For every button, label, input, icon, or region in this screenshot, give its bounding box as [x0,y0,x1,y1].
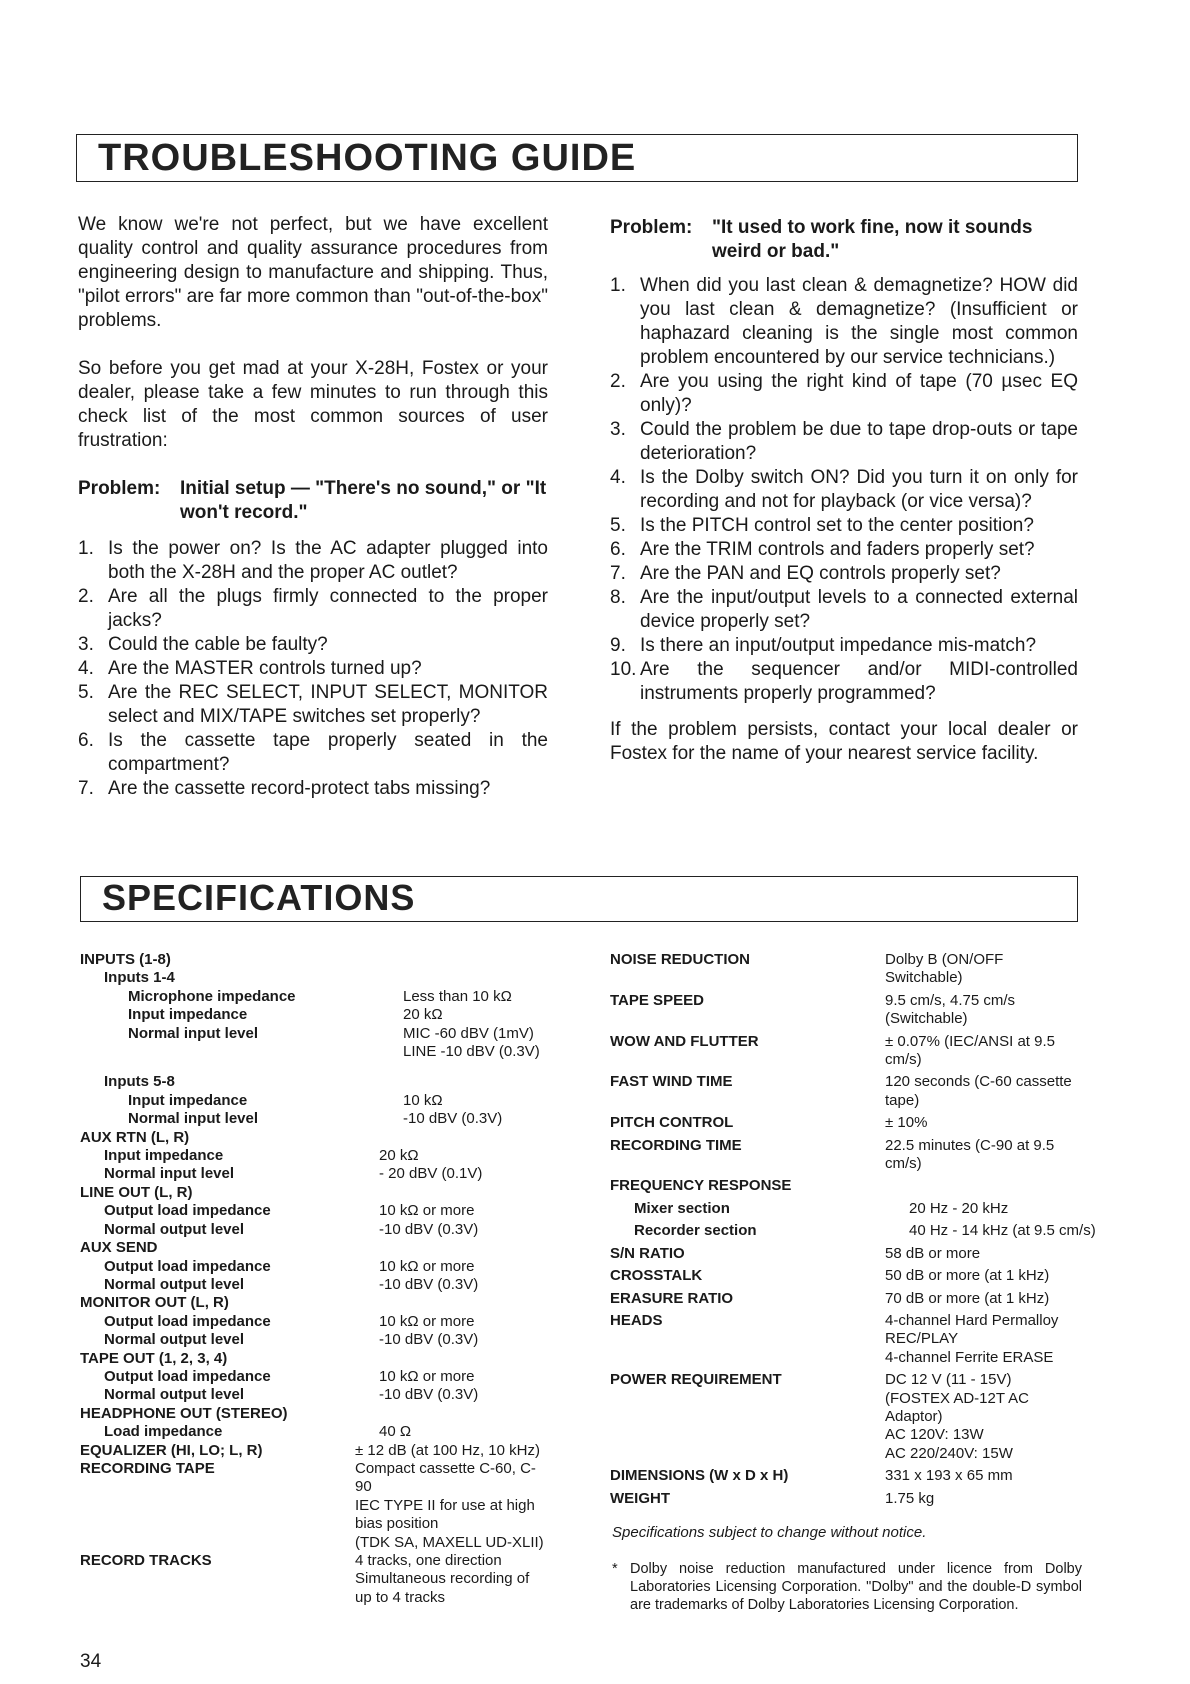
spec-value: 40 Ω [379,1423,412,1441]
spec-row [80,1368,560,1386]
specs-notes [612,1524,1082,1614]
list-item-text: Could the cable be faulty? [108,634,328,655]
list-item [78,585,548,633]
spec-row [80,1184,560,1202]
spec-label: Normal input level [128,1110,259,1128]
spec-row [80,1276,560,1294]
page-number: 34 [80,1651,102,1672]
spec-label: LINE OUT (L, R) [80,1183,193,1201]
specs-notice: Specifications subject to change without notice. [612,1524,927,1541]
spec-label: ERASURE RATIO [610,1289,734,1307]
spec-row [610,1200,1080,1218]
list-item [610,514,1078,538]
specs-right-table [610,951,1096,1512]
list-item-text: Are all the plugs firmly connected to the proper jacks? [108,586,548,631]
spec-row [610,1137,1080,1174]
list-item [610,538,1078,562]
specs-left-table [80,951,560,1607]
spec-value: 331 x 193 x 65 mm [885,1467,1013,1485]
spec-value: Less than 10 kΩ [403,987,512,1005]
list-item-text: Are the REC SELECT, INPUT SELECT, MONITOR select and MIX/TAPE switches set properly? [108,682,548,727]
spec-value: 20 kΩ [403,1006,443,1024]
spec-label: Normal output level [104,1331,245,1349]
spec-row [80,1258,560,1276]
spec-row [610,1290,1080,1308]
spec-label: NOISE REDUCTION [610,951,751,968]
spec-value: 58 dB or more [885,1244,981,1262]
spec-label: TAPE SPEED [610,991,704,1009]
footnote-text: Dolby noise reduction manufactured under licence from Dolby Laboratories Licensing Corporation. "Dolby" and the double-D symbol are trademarks of Dolby Laboratories Licensing Corporation. [630,1561,1082,1614]
spec-label: RECORD TRACKS [80,1552,212,1569]
spec-row [80,1221,560,1239]
spec-label: WOW AND FLUTTER [610,1032,759,1050]
spec-label: WEIGHT [610,1489,670,1507]
spec-label: AUX RTN (L, R) [80,1128,190,1146]
problem-1-list [78,537,548,801]
spec-row [610,1245,1080,1263]
list-item-text: Is the cassette tape properly seated in the compartment? [108,730,548,775]
list-item-number: 5. [78,682,94,703]
spec-row [80,1386,560,1404]
footnote-star: * [612,1561,618,1578]
spec-label: Input impedance [104,1147,224,1165]
list-item-number: 8. [610,587,626,608]
spec-label: RECORDING TAPE [80,1459,215,1477]
list-item [610,586,1078,634]
list-item-number: 9. [610,635,626,656]
spec-value: - 20 dBV (0.1V) [379,1165,483,1183]
list-item-text: Are the cassette record-protect tabs missing? [108,778,491,799]
spec-row [610,1312,1080,1367]
list-item [78,729,548,777]
list-item-text: Are the input/output levels to a connected external device properly set? [640,587,1078,632]
problem-1-title: Initial setup — "There's no sound," or "It won't record." [180,478,547,523]
spec-value: 50 dB or more (at 1 kHz) [885,1267,1050,1285]
spec-value: 120 seconds (C-60 cassette tape) [885,1073,1072,1109]
spec-label: MONITOR OUT (L, R) [80,1294,229,1312]
spec-value: ± 0.07% (IEC/ANSI at 9.5 cm/s) [885,1032,1055,1069]
spec-label: Microphone impedance [128,987,296,1005]
list-item-text: Is the power on? Is the AC adapter plugged into both the X-28H and the proper AC outlet? [108,538,548,583]
spec-label: INPUTS (1-8) [80,951,171,968]
list-item [610,274,1078,370]
spec-value: 10 kΩ [403,1091,443,1109]
spec-row [610,951,1080,988]
list-item-number: 5. [610,515,626,536]
list-item-number: 2. [78,586,94,607]
closing-paragraph: If the problem persists, contact your local dealer or Fostex for the name of your nearest service facility. [610,719,1078,764]
spec-value: 10 kΩ or more [379,1257,475,1275]
list-item-number: 4. [610,467,626,488]
list-item-number: 7. [610,563,626,584]
list-item-number: 3. [610,419,626,440]
spec-label: Normal input level [128,1024,259,1042]
list-item-text: Is there an input/output impedance mis-match? [640,635,1037,656]
spec-label: HEADPHONE OUT (STEREO) [80,1404,288,1422]
spec-row [80,1129,560,1147]
spec-label: Input impedance [128,1091,248,1109]
spec-value: 40 Hz - 14 kHz (at 9.5 cm/s) [909,1222,1096,1240]
list-item [78,777,548,801]
list-item [610,634,1078,658]
list-item [78,537,548,585]
spec-label: Normal output level [104,1386,245,1404]
spec-row [80,988,560,1006]
spec-value: 22.5 minutes (C-90 at 9.5 cm/s) [885,1136,1055,1173]
spec-row [80,1073,560,1091]
spec-value: -10 dBV (0.3V) [379,1331,479,1349]
spec-value: 4-channel Hard Permalloy REC/PLAY 4-channel Ferrite ERASE [885,1311,1059,1366]
spec-value [379,1073,569,1091]
problem-2-title: "It used to work fine, now it sounds weird or bad." [712,217,1033,262]
spec-value: 4 tracks, one direction Simultaneous recording of up to 4 tracks [355,1552,530,1606]
problem-label: Problem: [78,478,161,499]
spec-label: Inputs 1-4 [104,969,175,987]
dolby-footnote [612,1560,1082,1614]
spec-row [80,951,560,969]
spec-label: Recorder section [634,1222,757,1240]
spec-value: -10 dBV (0.3V) [379,1275,479,1293]
spec-row [80,1331,560,1349]
spec-label: Mixer section [634,1199,730,1217]
spec-value: 9.5 cm/s, 4.75 cm/s (Switchable) [885,991,1016,1028]
spec-value [379,969,569,987]
spec-label: Output load impedance [104,1312,271,1330]
spec-row [610,1073,1080,1110]
spec-value: MIC -60 dBV (1mV) LINE -10 dBV (0.3V) [403,1024,540,1061]
list-item-text: When did you last clean & demagnetize? HOW did you last clean & demagnetize? (Insufficient or haphazard cleaning is the single most common problem encountered by our service technicians.) [640,275,1078,368]
spec-row [80,1239,560,1257]
list-item [610,466,1078,514]
spec-row [80,1202,560,1220]
list-item [78,657,548,681]
spec-label: Normal input level [104,1165,235,1183]
list-item-number: 1. [610,275,626,296]
spec-value [355,1405,545,1423]
list-item-text: Is the PITCH control set to the center position? [640,515,1034,536]
problem-2-heading [610,216,1078,264]
problem-2-list [610,274,1078,706]
list-item-text: Is the Dolby switch ON? Did you turn it on only for recording and not for playback (or vice versa)? [640,467,1078,512]
spec-row [80,1025,560,1062]
spec-row [80,1110,560,1128]
list-item-text: Are the MASTER controls turned up? [108,658,422,679]
spec-row [80,1147,560,1165]
spec-row [80,1092,560,1110]
spec-value [885,1177,1080,1195]
spec-label: AUX SEND [80,1239,158,1257]
list-item-number: 4. [78,658,94,679]
list-item-number: 3. [78,634,94,655]
spec-label: Output load impedance [104,1257,271,1275]
spec-label: Output load impedance [104,1367,271,1385]
spec-label: Inputs 5-8 [104,1073,175,1091]
spec-row [80,1165,560,1183]
spec-row [610,1114,1080,1132]
spec-row [80,1006,560,1024]
spec-label: PITCH CONTROL [610,1114,734,1132]
list-item-number: 1. [78,538,94,559]
spec-value: Dolby B (ON/OFF Switchable) [885,951,1004,987]
spec-value [355,1129,545,1147]
spec-row [610,992,1080,1029]
spec-label: Input impedance [128,1006,248,1024]
list-item-text: Are the sequencer and/or MIDI-controlled instruments properly programmed? [640,659,1078,704]
spec-label: Normal output level [104,1220,245,1238]
list-item-text: Are the TRIM controls and faders properly set? [640,539,1035,560]
spec-value: 1.75 kg [885,1489,935,1507]
spec-row [80,1313,560,1331]
list-item-number: 6. [610,539,626,560]
list-item-text: Are you using the right kind of tape (70 µsec EQ only)? [640,371,1078,416]
list-item [78,633,548,657]
list-item [610,562,1078,586]
spec-value: -10 dBV (0.3V) [379,1220,479,1238]
troubleshooting-right-column [610,216,1078,766]
problem-label-2: Problem: [610,217,693,238]
intro-paragraph-1: We know we're not perfect, but we have excellent quality control and quality assurance procedures from engineering design to manufacture and shipping. Thus, "pilot errors" are far more common than "out-of-the-box" problems. [78,214,548,331]
spec-row [610,1222,1096,1240]
spec-row [610,1177,1080,1195]
spec-label: HEADS [610,1311,663,1329]
list-item-text: Could the problem be due to tape drop-outs or tape deterioration? [640,419,1078,464]
spec-label: DIMENSIONS (W x D x H) [610,1467,789,1485]
troubleshooting-title: TROUBLESHOOTING GUIDE [98,137,637,179]
spec-value [355,1294,545,1312]
spec-value: 20 kΩ [379,1147,419,1165]
spec-value [355,1350,545,1368]
spec-value: ± 12 dB (at 100 Hz, 10 kHz) [355,1441,540,1459]
spec-value: -10 dBV (0.3V) [379,1386,479,1404]
spec-value: Compact cassette C-60, C-90 IEC TYPE II for use at high bias position (TDK SA, MAXELL UD-XLII) [355,1459,544,1551]
list-item [78,681,548,729]
spec-label: CROSSTALK [610,1267,703,1285]
spec-label: EQUALIZER (HI, LO; L, R) [80,1441,263,1459]
list-item-number: 6. [78,730,94,751]
list-item [610,418,1078,466]
spec-label: RECORDING TIME [610,1136,742,1154]
spec-value [355,951,545,969]
spec-label: Load impedance [104,1423,223,1441]
spec-row [610,1371,1080,1463]
spec-value: 70 dB or more (at 1 kHz) [885,1289,1050,1307]
spec-row [80,1423,560,1441]
spec-row [80,1552,560,1607]
spec-value: 20 Hz - 20 kHz [909,1199,1009,1217]
list-item [610,370,1078,418]
spec-row [80,1294,560,1312]
list-item-number: 2. [610,371,626,392]
spec-value: -10 dBV (0.3V) [403,1110,503,1128]
problem-1-heading [78,477,548,525]
spec-value: 10 kΩ or more [379,1202,475,1220]
spec-row [80,1442,560,1460]
spec-value: 10 kΩ or more [379,1312,475,1330]
spec-value [355,1184,545,1202]
spec-row [610,1267,1080,1285]
specifications-title: SPECIFICATIONS [102,877,416,918]
list-item-text: Are the PAN and EQ controls properly set? [640,563,1001,584]
spec-row [80,1350,560,1368]
spec-row [610,1467,1080,1485]
spec-label: POWER REQUIREMENT [610,1371,782,1389]
spec-value: ± 10% [885,1114,928,1132]
list-item-number: 7. [78,778,94,799]
spec-label: TAPE OUT (1, 2, 3, 4) [80,1349,228,1367]
spec-row [80,1460,560,1552]
spec-row [610,1033,1080,1070]
intro-paragraph-2: So before you get mad at your X-28H, Fostex or your dealer, please take a few minutes to run through this check list of the most common sources of user frustration: [78,358,548,451]
spec-label: Output load impedance [104,1202,271,1220]
spec-label: FAST WIND TIME [610,1073,733,1091]
spec-row [80,969,560,987]
spec-row [610,1490,1080,1508]
spec-label: Normal output level [104,1275,245,1293]
list-item [610,658,1078,706]
spec-label: S/N RATIO [610,1244,685,1262]
spec-value [355,1239,545,1257]
troubleshooting-left-column [78,213,548,801]
spec-row [80,1405,560,1423]
spec-value: DC 12 V (11 - 15V) (FOSTEX AD-12T AC Adaptor) AC 120V: 13W AC 220/240V: 15W [885,1371,1029,1462]
spec-value: 10 kΩ or more [379,1367,475,1385]
list-item-number: 10. [610,659,637,680]
spec-label: FREQUENCY RESPONSE [610,1177,792,1195]
